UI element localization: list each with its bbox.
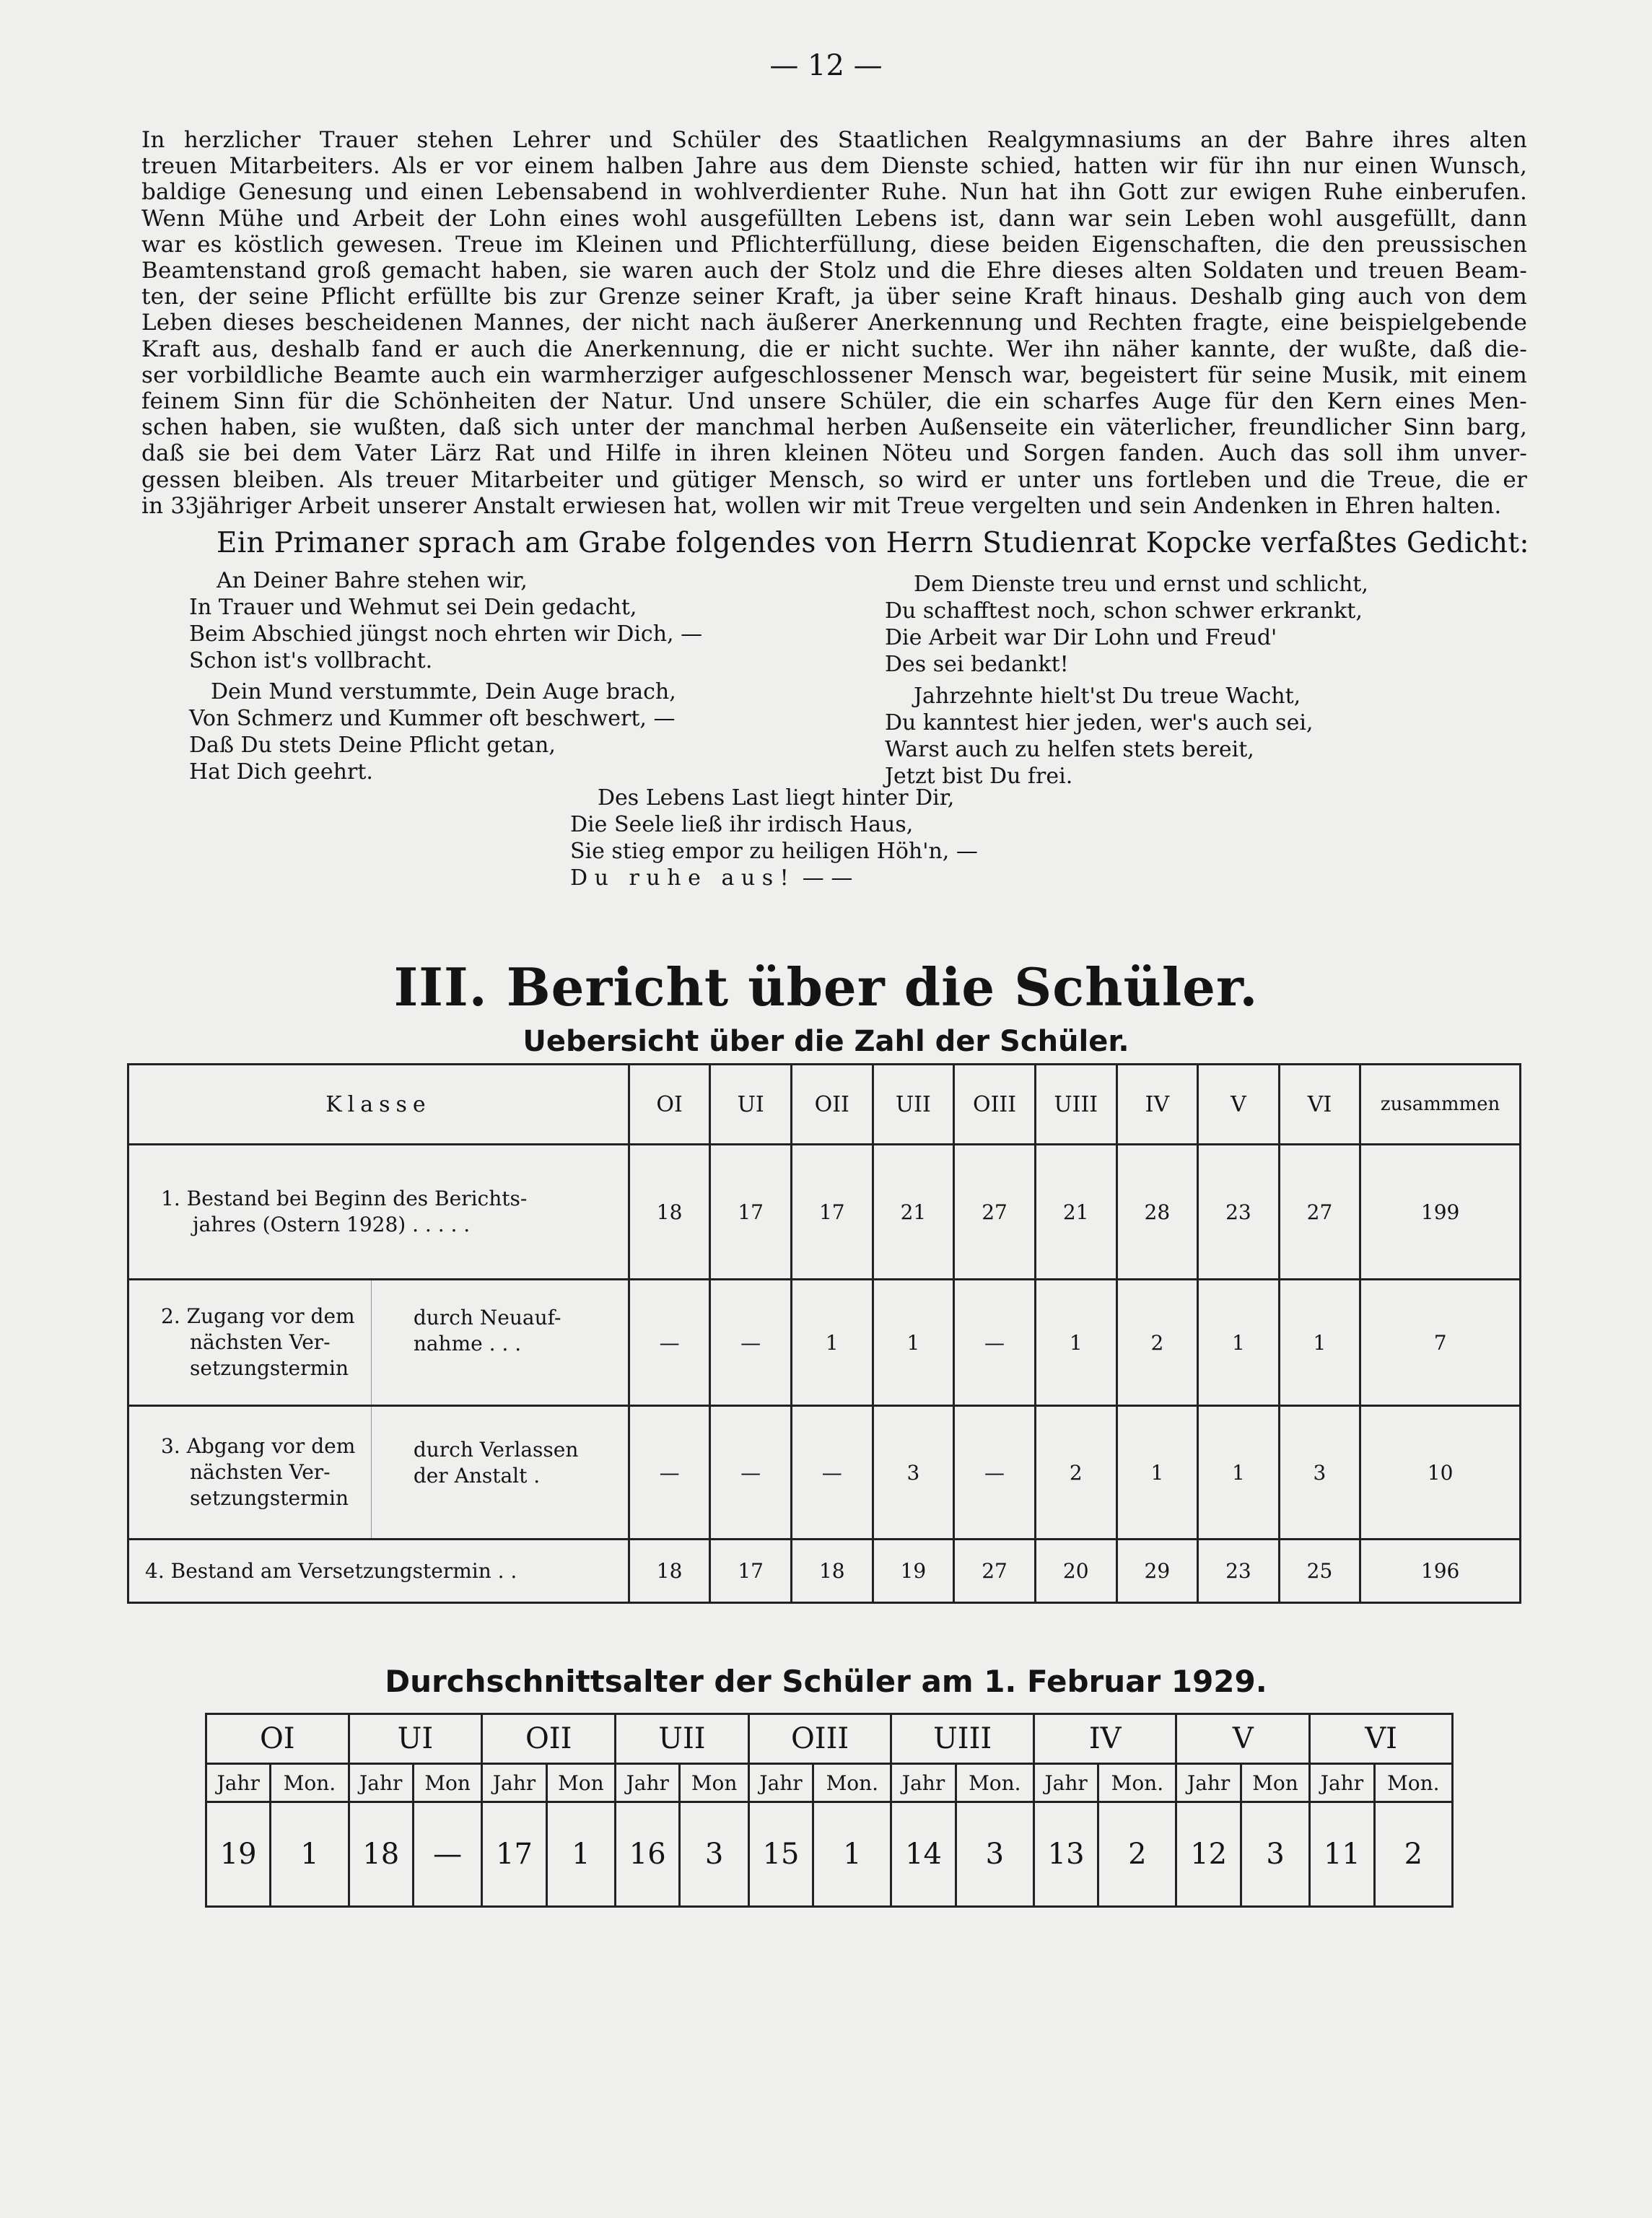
table-cell: — bbox=[629, 1406, 710, 1540]
table-cell: 20 bbox=[1035, 1540, 1116, 1603]
table-cell: 199 bbox=[1360, 1145, 1521, 1280]
table-cell: 1 bbox=[1116, 1406, 1198, 1540]
poem-line: Hat Dich geehrt. bbox=[189, 759, 373, 785]
section-title: III. Bericht über die Schüler. bbox=[393, 956, 1259, 1018]
table-cell: 2 bbox=[1116, 1280, 1198, 1406]
table-cell: 21 bbox=[873, 1145, 954, 1280]
table-cell: 3 bbox=[680, 1802, 748, 1907]
row-label-line: nächsten Ver- bbox=[190, 1330, 331, 1354]
unit-header: Mon. bbox=[1098, 1764, 1176, 1802]
text-line: daß sie bei dem Vater Lärz Rat und Hilfe in ihren kleinen Nöteu und Sorgen fanden. Auch das soll ihm unver- bbox=[141, 440, 1527, 467]
table-title: Uebersicht über die Zahl der Schüler. bbox=[523, 1025, 1129, 1058]
table-cell: 1 bbox=[1198, 1406, 1280, 1540]
row-label-line: nahme . . . bbox=[413, 1332, 522, 1355]
table-cell: 1 bbox=[546, 1802, 615, 1907]
text-line: schen haben, sie wußten, daß sich unter der manchmal herben Außenseite ein väterlicher, freundlicher Sinn barg, bbox=[141, 414, 1527, 441]
table-cell: — bbox=[791, 1406, 873, 1540]
poem-line: Schon ist's vollbracht. bbox=[189, 648, 433, 673]
poem-line: Von Schmerz und Kummer oft beschwert, — bbox=[189, 706, 676, 731]
column-header: UI bbox=[349, 1714, 482, 1764]
poem-line: Du kanntest hier jeden, wer's auch sei, bbox=[885, 710, 1314, 735]
unit-header: Jahr bbox=[748, 1764, 813, 1802]
row-label bbox=[128, 1145, 629, 1280]
text-line: treuen Mitarbeiters. Als er vor einem halben Jahre aus dem Dienste schied, hatten wir für ihn nur einen Wunsch, bbox=[141, 153, 1527, 180]
poem-line: Des Lebens Last liegt hinter Dir, bbox=[598, 785, 955, 811]
poem-stanza bbox=[189, 678, 676, 785]
unit-header: Mon. bbox=[956, 1764, 1033, 1802]
row-label-line: durch Verlassen bbox=[413, 1438, 579, 1462]
unit-header: Mon bbox=[1241, 1764, 1309, 1802]
table-cell: 18 bbox=[791, 1540, 873, 1603]
table-cell: — bbox=[413, 1802, 481, 1907]
poem-stanza bbox=[885, 683, 1313, 790]
poem-final-stanza bbox=[570, 785, 978, 891]
poem-intro: Ein Primaner sprach am Grabe folgendes von Herrn Studienrat Kopcke verfaßtes Gedicht: bbox=[217, 527, 1529, 559]
poem-line: Jetzt bist Du frei. bbox=[885, 764, 1073, 789]
column-header: UI bbox=[710, 1065, 792, 1145]
table-cell: 196 bbox=[1360, 1540, 1521, 1603]
column-header: zusammmen bbox=[1360, 1065, 1521, 1145]
table-cell: 17 bbox=[710, 1145, 792, 1280]
table-cell: — bbox=[710, 1280, 792, 1406]
unit-header: Mon. bbox=[271, 1764, 349, 1802]
unit-header: Mon bbox=[680, 1764, 748, 1802]
average-age-table bbox=[205, 1713, 1454, 1908]
row-sublabel bbox=[371, 1280, 629, 1406]
row-label-line: nächsten Ver- bbox=[190, 1460, 331, 1484]
table-cell: 2 bbox=[1374, 1802, 1452, 1907]
row-label-line: setzungstermin bbox=[190, 1356, 349, 1380]
table-cell: 27 bbox=[954, 1145, 1036, 1280]
text-line: ten, der seine Pflicht erfüllte bis zur Grenze seiner Kraft, ja über seine Kraft hinaus. Deshalb ging auch von dem bbox=[141, 284, 1527, 310]
table-cell: 18 bbox=[629, 1540, 710, 1603]
page-number: — 12 — bbox=[769, 49, 883, 82]
table-unit-row bbox=[206, 1764, 1453, 1802]
table-cell: 11 bbox=[1310, 1802, 1374, 1907]
row-label-line: der Anstalt . bbox=[413, 1464, 541, 1488]
table-cell: 23 bbox=[1198, 1540, 1280, 1603]
column-header: Klasse bbox=[128, 1065, 629, 1145]
row-label bbox=[128, 1406, 372, 1540]
column-header: OIII bbox=[748, 1714, 891, 1764]
table-cell: — bbox=[710, 1406, 792, 1540]
table-cell: 19 bbox=[206, 1802, 271, 1907]
text-line: baldige Genesung und einen Lebensabend in wohlverdienter Ruhe. Nun hat ihn Gott zur ewigen Ruhe einberufen. bbox=[141, 179, 1527, 206]
unit-header: Jahr bbox=[891, 1764, 956, 1802]
column-header: V bbox=[1198, 1065, 1280, 1145]
column-header: V bbox=[1176, 1714, 1310, 1764]
table-title: Durchschnittsalter der Schüler am 1. Februar 1929. bbox=[385, 1664, 1267, 1699]
text-line: in 33jähriger Arbeit unserer Anstalt erwiesen hat, wollen wir mit Treue vergelten und sein Andenken in Ehren halten. bbox=[141, 492, 1502, 519]
unit-header: Jahr bbox=[1176, 1764, 1241, 1802]
row-label-line: 2. Zugang vor dem bbox=[161, 1304, 355, 1328]
column-header: OI bbox=[629, 1065, 710, 1145]
row-label bbox=[128, 1280, 372, 1406]
table-cell: 3 bbox=[956, 1802, 1033, 1907]
poem-line: Daß Du stets Deine Pflicht getan, bbox=[189, 733, 556, 758]
table-cell: 7 bbox=[1360, 1280, 1521, 1406]
row-label-line: durch Neuauf- bbox=[413, 1306, 561, 1330]
table-cell: 1 bbox=[873, 1280, 954, 1406]
text-line: feinem Sinn für die Schönheiten der Natur. Und unsere Schüler, die ein scharfes Auge für den Kern eines Men- bbox=[141, 388, 1527, 415]
table-cell: 16 bbox=[616, 1802, 680, 1907]
poem-line: Jahrzehnte hielt'st Du treue Wacht, bbox=[914, 684, 1301, 709]
column-header: OII bbox=[482, 1714, 616, 1764]
table-cell: 3 bbox=[1241, 1802, 1309, 1907]
unit-header: Jahr bbox=[1033, 1764, 1098, 1802]
table-row bbox=[128, 1540, 1521, 1603]
unit-header: Mon bbox=[413, 1764, 481, 1802]
unit-header: Mon. bbox=[1374, 1764, 1452, 1802]
text-line: In herzlicher Trauer stehen Lehrer und Schüler des Staatlichen Realgymnasiums an der Bahre ihres alten bbox=[141, 127, 1527, 153]
column-header: VI bbox=[1279, 1065, 1360, 1145]
row-label-line: 3. Abgang vor dem bbox=[161, 1434, 356, 1458]
poem-line: Dem Dienste treu und ernst und schlicht, bbox=[914, 572, 1368, 597]
table-cell: 3 bbox=[1279, 1406, 1360, 1540]
poem-line: In Trauer und Wehmut sei Dein gedacht, bbox=[189, 595, 637, 620]
table-cell: 28 bbox=[1116, 1145, 1198, 1280]
row-label-line: 1. Bestand bei Beginn des Berichts- bbox=[161, 1187, 528, 1210]
text-line: Beamtenstand groß gemacht haben, sie waren auch der Stolz und die Ehre dieses alten Soldaten und treuen Beam- bbox=[141, 258, 1527, 284]
table-cell: — bbox=[954, 1280, 1036, 1406]
table-cell: 1 bbox=[813, 1802, 891, 1907]
table-row bbox=[128, 1280, 1521, 1406]
column-header: IV bbox=[1116, 1065, 1198, 1145]
text-line: ser vorbildliche Beamte auch ein warmherziger aufgeschlossener Mensch war, begeistert für seine Musik, mit einem bbox=[141, 362, 1527, 388]
table-cell: 2 bbox=[1035, 1406, 1116, 1540]
table-cell: 23 bbox=[1198, 1145, 1280, 1280]
poem-line: Warst auch zu helfen stets bereit, bbox=[885, 737, 1254, 762]
table-cell: 1 bbox=[1198, 1280, 1280, 1406]
obituary-paragraph bbox=[141, 127, 1527, 519]
column-header: UIII bbox=[1035, 1065, 1116, 1145]
text-line: gessen bleiben. Als treuer Mitarbeiter und gütiger Mensch, so wird er unter uns fortleben und die Treue, die er bbox=[141, 466, 1527, 493]
table-cell: 12 bbox=[1176, 1802, 1241, 1907]
table-cell: 25 bbox=[1279, 1540, 1360, 1603]
table-header-row bbox=[128, 1065, 1521, 1145]
student-count-table bbox=[127, 1063, 1521, 1604]
table-cell: — bbox=[954, 1406, 1036, 1540]
table-cell: 13 bbox=[1033, 1802, 1098, 1907]
text-line: war es köstlich gewesen. Treue im Kleinen und Pflichterfüllung, diese beiden Eigenschaften, die den preussischen bbox=[141, 231, 1527, 258]
unit-header: Mon bbox=[546, 1764, 615, 1802]
column-header: UII bbox=[616, 1714, 749, 1764]
text-line: Wenn Mühe und Arbeit der Lohn eines wohl ausgefüllten Lebens ist, dann war sein Leben wohl ausgefüllt, dann bbox=[141, 205, 1527, 232]
row-label: 4. Bestand am Versetzungstermin . . bbox=[128, 1540, 629, 1603]
column-header: IV bbox=[1033, 1714, 1176, 1764]
unit-header: Jahr bbox=[206, 1764, 271, 1802]
poem-stanza bbox=[885, 571, 1368, 678]
table-cell: 15 bbox=[748, 1802, 813, 1907]
table-cell: 17 bbox=[482, 1802, 546, 1907]
unit-header: Jahr bbox=[1310, 1764, 1374, 1802]
poem-line: Du schafftest noch, schon schwer erkrankt, bbox=[885, 598, 1363, 624]
column-header: OII bbox=[791, 1065, 873, 1145]
table-cell: 14 bbox=[891, 1802, 956, 1907]
text-line: Leben dieses bescheidenen Mannes, der nicht nach äußerer Anerkennung und Rechten fragte, eine beispielgebende bbox=[141, 310, 1527, 336]
poem-line: D u r u h e a u s ! — — bbox=[570, 865, 853, 891]
table-cell: 1 bbox=[1035, 1280, 1116, 1406]
unit-header: Jahr bbox=[616, 1764, 680, 1802]
table-cell: 1 bbox=[791, 1280, 873, 1406]
poem-line: Die Seele ließ ihr irdisch Haus, bbox=[570, 812, 914, 837]
row-label-line: setzungstermin bbox=[190, 1486, 349, 1510]
column-header: UII bbox=[873, 1065, 954, 1145]
table-cell: 17 bbox=[710, 1540, 792, 1603]
poem-line: An Deiner Bahre stehen wir, bbox=[217, 568, 528, 593]
column-header: UIII bbox=[891, 1714, 1034, 1764]
table-cell: 19 bbox=[873, 1540, 954, 1603]
table-header-row bbox=[206, 1714, 1453, 1764]
table-cell: 21 bbox=[1035, 1145, 1116, 1280]
poem-line: Dein Mund verstummte, Dein Auge brach, bbox=[211, 679, 676, 704]
table-cell: 10 bbox=[1360, 1406, 1521, 1540]
row-label-line: jahres (Ostern 1928) . . . . . bbox=[193, 1213, 471, 1236]
column-header: VI bbox=[1310, 1714, 1453, 1764]
table-cell: 18 bbox=[629, 1145, 710, 1280]
table-row bbox=[128, 1406, 1521, 1540]
poem-line: Beim Abschied jüngst noch ehrten wir Dich, — bbox=[189, 621, 703, 647]
poem-line: Sie stieg empor zu heiligen Höh'n, — bbox=[570, 839, 978, 864]
table-cell: 3 bbox=[873, 1406, 954, 1540]
table-cell: 1 bbox=[1279, 1280, 1360, 1406]
column-header: OI bbox=[206, 1714, 349, 1764]
unit-header: Jahr bbox=[482, 1764, 546, 1802]
poem-line: Die Arbeit war Dir Lohn und Freud' bbox=[885, 625, 1277, 650]
unit-header: Mon. bbox=[813, 1764, 891, 1802]
text-line: Kraft aus, deshalb fand er auch die Anerkennung, die er nicht suchte. Wer ihn näher kannte, der wußte, daß die- bbox=[141, 336, 1527, 362]
unit-header: Jahr bbox=[349, 1764, 413, 1802]
column-header: OIII bbox=[954, 1065, 1036, 1145]
poem-stanza bbox=[189, 567, 703, 674]
row-sublabel bbox=[371, 1406, 629, 1540]
table-cell: 27 bbox=[1279, 1145, 1360, 1280]
table-cell: — bbox=[629, 1280, 710, 1406]
table-cell: 17 bbox=[791, 1145, 873, 1280]
poem-line: Des sei bedankt! bbox=[885, 652, 1069, 677]
table-row bbox=[206, 1802, 1453, 1907]
table-cell: 2 bbox=[1098, 1802, 1176, 1907]
table-cell: 1 bbox=[271, 1802, 349, 1907]
table-cell: 27 bbox=[954, 1540, 1036, 1603]
table-row bbox=[128, 1145, 1521, 1280]
table-cell: 29 bbox=[1116, 1540, 1198, 1603]
table-cell: 18 bbox=[349, 1802, 413, 1907]
